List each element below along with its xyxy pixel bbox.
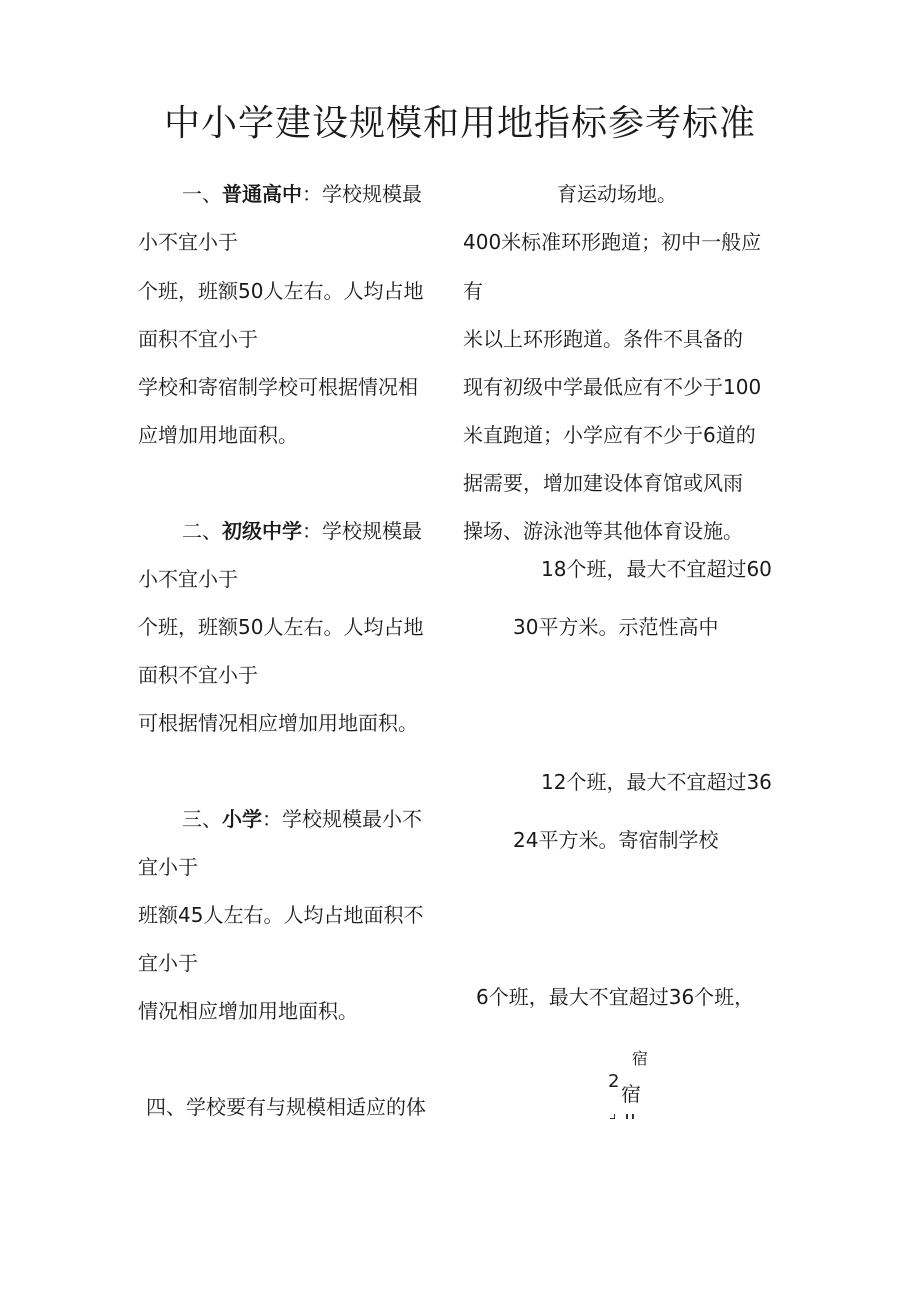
section-1-line-5: 学校和寄宿制学校可根据情况相 [138, 375, 418, 399]
section-1-heading: 普通高中 [222, 182, 302, 206]
middle-school-class-count: 12个班，最大不宜超过36 [541, 770, 772, 794]
section-1-text: ：学校规模最 [302, 182, 422, 206]
section-1-line-2: 小不宜小于 [138, 230, 238, 254]
section-2-number: 二、 [182, 519, 222, 543]
middle-school-land-area: 24平方米。寄宿制学校 [513, 828, 719, 852]
right-line-4: 米以上环形跑道。条件不具备的 [463, 327, 743, 351]
section-3-text: ：学校规模最小不 [262, 807, 422, 831]
section-2-first-line [182, 517, 422, 545]
high-school-land-area: 30平方米。示范性高中 [513, 615, 719, 639]
section-3-line-5: 情况相应增加用地面积。 [138, 999, 358, 1023]
section-2-text: ：学校规模最 [302, 519, 422, 543]
clipped-fragment-digit-text: 2 [608, 1071, 620, 1092]
section-4-line-1: 四、学校要有与规模相适应的体 [146, 1095, 426, 1119]
right-line-2: 400米标准环形跑道；初中一般应 [463, 230, 762, 254]
section-3-number: 三、 [182, 807, 222, 831]
section-2-line-2: 小不宜小于 [138, 567, 238, 591]
right-line-5: 现有初级中学最低应有不少于100 [463, 375, 762, 399]
section-2-heading: 初级中学 [222, 519, 302, 543]
section-3-first-line [182, 805, 422, 833]
section-3-line-3: 班额45人左右。人均占地面积不 [138, 903, 424, 927]
right-line-6: 米直跑道；小学应有不少于6道的 [463, 423, 756, 447]
document-title: 中小学建设规模和用地指标参考标准 [163, 103, 756, 144]
section-1-line-6: 应增加用地面积。 [138, 423, 298, 447]
primary-school-class-count: 6个班，最大不宜超过36个班， [476, 985, 755, 1009]
clipped-fragment-top [632, 1049, 649, 1068]
section-2-line-4: 面积不宜小于 [138, 663, 258, 687]
section-1-number: 一、 [182, 182, 222, 206]
section-2-line-5: 可根据情况相应增加用地面积。 [138, 711, 418, 735]
fragment-mark-1 [610, 1114, 615, 1119]
section-3-heading: 小学 [222, 807, 262, 831]
section-1-first-line [182, 180, 422, 208]
section-3-line-2: 宜小于 [138, 855, 198, 879]
right-line-1: 育运动场地。 [557, 182, 677, 206]
right-line-3: 有 [463, 279, 483, 303]
clipped-fragment-char: 宿 [621, 1082, 641, 1106]
high-school-class-count: 18个班，最大不宜超过60 [541, 557, 772, 581]
section-3-line-4: 宜小于 [138, 951, 198, 975]
clipped-fragment-top-text: 宿 [632, 1049, 649, 1068]
section-1-line-4: 面积不宜小于 [138, 327, 258, 351]
clipped-fragment-digit [608, 1072, 618, 1092]
section-2-line-3: 个班，班额50人左右。人均占地 [138, 615, 424, 639]
right-line-7: 据需要，增加建设体育馆或风雨 [463, 471, 743, 495]
fragment-mark-3 [632, 1114, 634, 1119]
section-1-line-3: 个班，班额50人左右。人均占地 [138, 279, 424, 303]
clipped-fragment-bottom [608, 1112, 644, 1120]
right-line-8: 操场、游泳池等其他体育设施。 [463, 519, 743, 543]
fragment-mark-2 [626, 1114, 628, 1119]
